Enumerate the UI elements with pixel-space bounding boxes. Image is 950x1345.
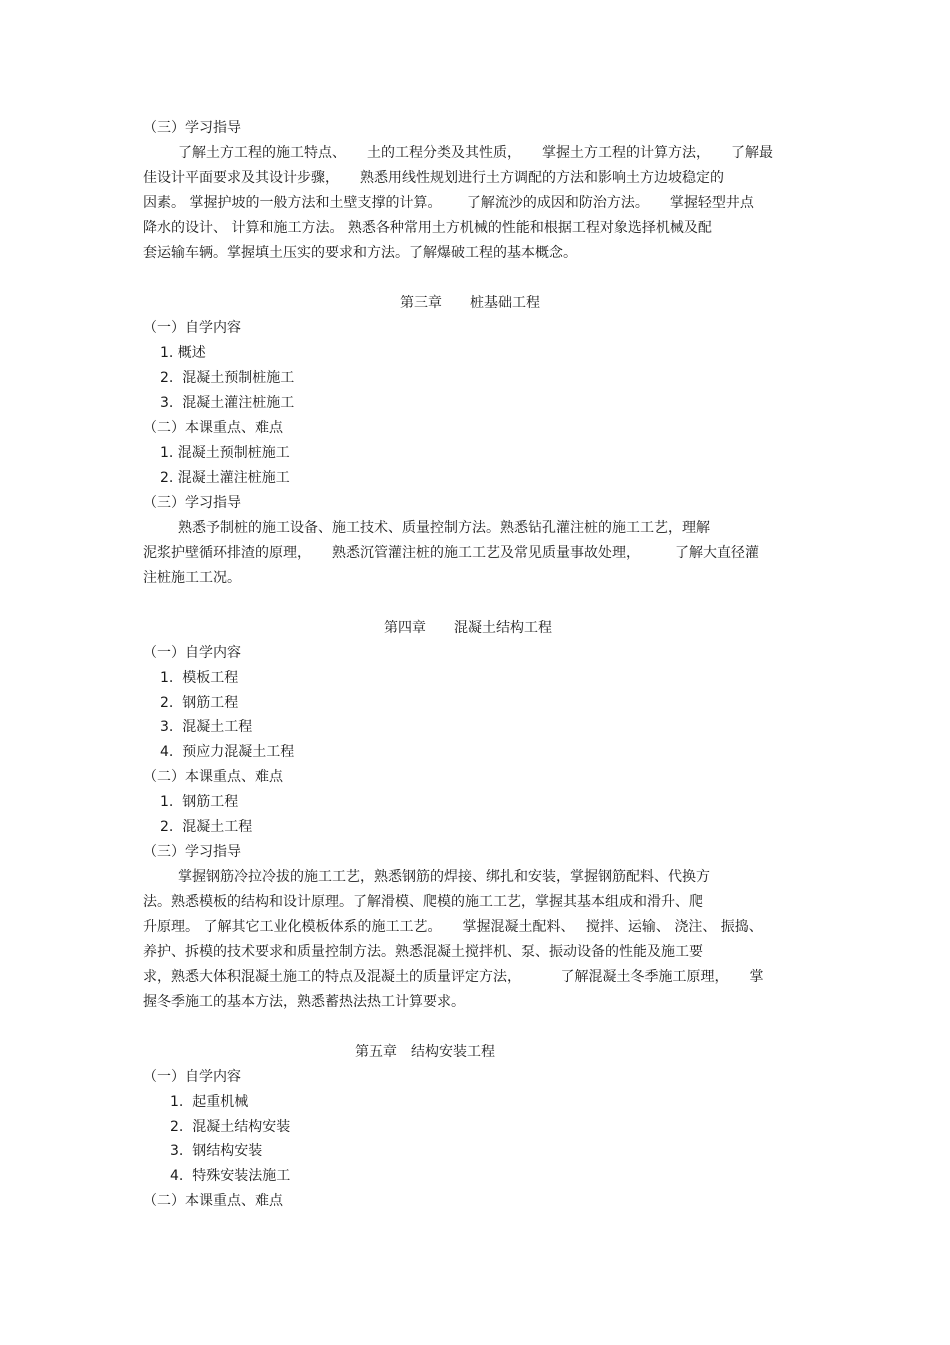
list-item: 2. 混凝土预制桩施工 (160, 370, 295, 386)
list-item: 1. 模板工程 (160, 670, 239, 686)
list-item: 2. 钢筋工程 (160, 695, 239, 711)
section-heading: （三）学习指导 (143, 844, 241, 860)
section-heading: （二）本课重点、难点 (143, 420, 283, 436)
list-item: 1. 起重机械 (170, 1094, 249, 1110)
paragraph-line: 注桩施工工况。 (143, 570, 241, 586)
list-item: 3. 混凝土工程 (160, 719, 253, 735)
list-item: 4. 预应力混凝土工程 (160, 744, 295, 760)
paragraph-line: 掌握钢筋冷拉冷拔的施工工艺，熟悉钢筋的焊接、绑扎和安装，掌握钢筋配料、代换方 (178, 869, 710, 885)
paragraph-line: 求，熟悉大体积混凝土施工的特点及混凝土的质量评定方法， 了解混凝土冬季施工原理， 掌 (143, 969, 764, 985)
paragraph-line: 握冬季施工的基本方法，熟悉蓄热法热工计算要求。 (143, 994, 465, 1010)
list-item: 1. 混凝土预制桩施工 (160, 445, 290, 461)
section-heading: （二）本课重点、难点 (143, 769, 283, 785)
paragraph-line: 法。熟悉模板的结构和设计原理。了解滑模、爬模的施工工艺，掌握其基本组成和滑升、爬 (143, 894, 703, 910)
paragraph-line: 套运输车辆。掌握填土压实的要求和方法。了解爆破工程的基本概念。 (143, 245, 577, 261)
paragraph-line: 因素。 掌握护坡的一般方法和土壁支撑的计算。 了解流沙的成因和防治方法。 掌握轻型井点 (143, 195, 754, 211)
paragraph-line: 了解土方工程的施工特点、 土的工程分类及其性质， 掌握土方工程的计算方法， 了解最 (178, 145, 773, 161)
chapter-title: 第四章 混凝土结构工程 (384, 620, 552, 636)
section-heading: （一）自学内容 (143, 645, 241, 661)
list-item: 2. 混凝土结构安装 (170, 1119, 291, 1135)
list-item: 1. 钢筋工程 (160, 794, 239, 810)
paragraph-line: 泥浆护壁循环排渣的原理， 熟悉沉管灌注桩的施工工艺及常见质量事故处理， 了解大直径灌 (143, 545, 759, 561)
section-heading: （一）自学内容 (143, 1069, 241, 1085)
list-item: 2. 混凝土工程 (160, 819, 253, 835)
paragraph-line: 熟悉予制桩的施工设备、施工技术、质量控制方法。熟悉钻孔灌注桩的施工工艺，理解 (178, 520, 710, 536)
list-item: 3. 混凝土灌注桩施工 (160, 395, 295, 411)
paragraph-line: 佳设计平面要求及其设计步骤， 熟悉用线性规划进行土方调配的方法和影响土方边坡稳定的 (143, 170, 724, 186)
list-item: 3. 钢结构安装 (170, 1143, 263, 1159)
guide-heading: （三）学习指导 (143, 120, 241, 136)
list-item: 4. 特殊安装法施工 (170, 1168, 291, 1184)
section-heading: （一）自学内容 (143, 320, 241, 336)
list-item: 1. 概述 (160, 345, 206, 361)
paragraph-line: 养护、拆模的技术要求和质量控制方法。熟悉混凝土搅拌机、泵、振动设备的性能及施工要 (143, 944, 703, 960)
section-heading: （二）本课重点、难点 (143, 1193, 283, 1209)
paragraph-line: 升原理。 了解其它工业化模板体系的施工工艺。 掌握混凝土配料、 搅拌、运输、 浇注、 振捣、 (143, 919, 763, 935)
chapter-title: 第五章 结构安装工程 (355, 1044, 495, 1060)
paragraph-line: 降水的设计、 计算和施工方法。 熟悉各种常用土方机械的性能和根据工程对象选择机械及配 (143, 220, 712, 236)
chapter-title: 第三章 桩基础工程 (400, 295, 540, 311)
list-item: 2. 混凝土灌注桩施工 (160, 470, 290, 486)
section-heading: （三）学习指导 (143, 495, 241, 511)
